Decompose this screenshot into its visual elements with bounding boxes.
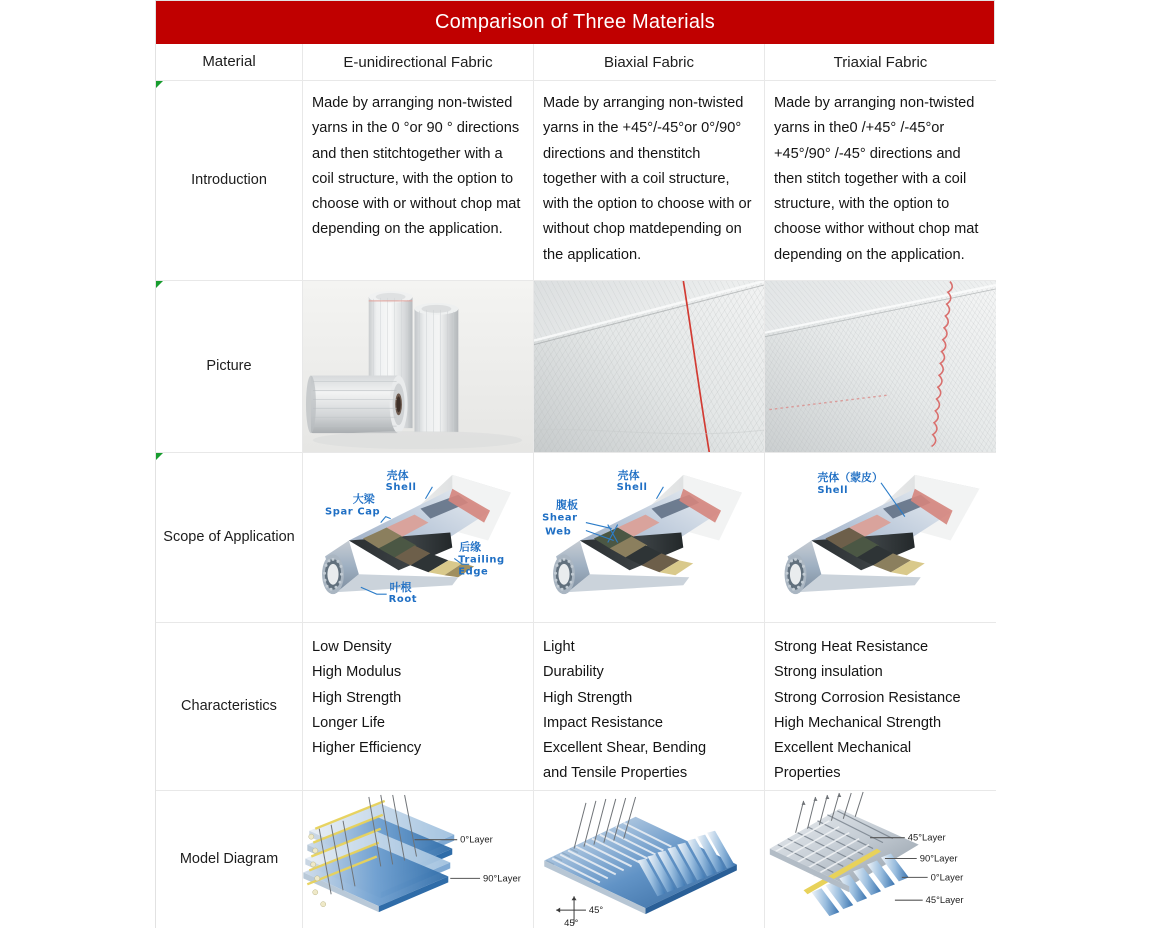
characteristic-item: Durability	[543, 664, 604, 681]
column-header-label: Triaxial Fabric	[833, 53, 928, 71]
page-title: Comparison of Three Materials	[435, 11, 715, 33]
column-header-label: Biaxial Fabric	[603, 53, 695, 71]
table-header-row	[156, 44, 994, 81]
scope-callout-shell-en: Shell	[817, 484, 849, 496]
row-label-scope	[156, 453, 303, 623]
comparison-table	[155, 0, 995, 928]
column-header-triaxial	[765, 44, 996, 81]
model-cell-biaxial	[534, 791, 765, 928]
row-label-picture	[156, 281, 303, 453]
characteristics-cell-e-unidirectional	[303, 623, 534, 791]
scope-cell-triaxial	[765, 453, 996, 623]
model-label-0-layer: 0°Layer	[460, 833, 493, 845]
characteristics-cell-biaxial	[534, 623, 765, 791]
table-row-scope	[156, 453, 994, 623]
characteristic-item: High Mechanical Strength	[774, 714, 942, 731]
table-row-model-diagram	[156, 791, 994, 928]
scope-callout-trailing-en: Trailing	[458, 554, 505, 566]
triaxial-fabric-illustration	[765, 281, 996, 452]
scope-callout-shell-en: Shell	[385, 481, 417, 493]
model-label-0-layer: 0°Layer	[930, 871, 964, 883]
triaxial-stitched-layers-diagram	[765, 791, 996, 928]
characteristics-cell-triaxial	[765, 623, 996, 791]
characteristic-item: High Modulus	[312, 664, 402, 681]
scope-callout-root-cn: 叶根	[389, 581, 412, 595]
table-row-picture	[156, 281, 994, 453]
characteristic-item: Impact Resistance	[543, 714, 664, 731]
table-row-introduction	[156, 81, 994, 281]
characteristic-item: Properties	[774, 765, 841, 782]
photo-biaxial-fabric-closeup	[534, 281, 764, 452]
table-row-characteristics	[156, 623, 994, 791]
characteristic-item: Strong Heat Resistance	[774, 639, 929, 655]
characteristic-item: Higher Efficiency	[312, 740, 422, 757]
scope-callout-shell-cn: 壳体	[617, 468, 640, 482]
row-label-text: Scope of Application	[163, 528, 295, 545]
characteristic-item: and Tensile Properties	[543, 765, 688, 782]
model-cell-e-unidirectional	[303, 791, 534, 928]
scope-cell-e-unidirectional	[303, 453, 534, 623]
scope-callout-shell-cn: 壳体（蒙皮）	[817, 470, 883, 484]
characteristic-item: High Strength	[312, 689, 402, 706]
scope-callout-shell-cn: 壳体	[386, 468, 409, 482]
scope-callout-shearweb-cn: 腹板	[556, 498, 578, 512]
comment-flag-icon	[156, 81, 163, 88]
row-label-model-diagram	[156, 791, 303, 928]
intro-cell-biaxial: Made by arranging non-twisted yarns in the +45°/-45°or 0°/90° directions and thenstitch together with a coil structure, with the option to choose with or without chop matdepending on the application.	[534, 81, 765, 281]
characteristic-item: Light	[543, 639, 575, 655]
photo-triaxial-fabric-closeup	[765, 281, 996, 452]
characteristic-item: Excellent Mechanical	[774, 740, 912, 757]
row-label-text: Introduction	[191, 171, 267, 188]
model-label-90-layer: 90°Layer	[919, 852, 958, 864]
model-label-45-layer-top: 45°Layer	[907, 831, 946, 843]
intro-cell-e-unidirectional: Made by arranging non-twisted yarns in the 0 °or 90 ° directions and then stitchtogether with a coil structure, with the option to choose with or without chop mat depending on the application.	[303, 81, 534, 281]
comment-flag-icon	[156, 453, 163, 460]
characteristic-item: High Strength	[543, 689, 633, 706]
comment-flag-icon	[156, 281, 163, 288]
row-label-characteristics	[156, 623, 303, 791]
column-header-e-unidirectional	[303, 44, 534, 81]
scope-callout-sparcap-cn: 大梁	[352, 492, 375, 506]
characteristic-item: Low Density	[312, 639, 392, 655]
scope-callout-trailing-en2: Edge	[458, 566, 489, 578]
photo-fabric-rolls	[303, 281, 533, 452]
scope-cell-biaxial	[534, 453, 765, 623]
row-label-text: Characteristics	[181, 697, 277, 714]
intro-cell-triaxial: Made by arranging non-twisted yarns in the0 /+45° /-45°or +45°/90° /-45° directions and then stitch together with a coil structure, with the option to choose withor without chop mat depending on the application.	[765, 81, 996, 281]
scope-callout-trailing-cn: 后缘	[459, 540, 482, 554]
scope-callout-root-en: Root	[388, 594, 418, 606]
column-header-material	[156, 44, 303, 81]
biaxial-fabric-illustration	[534, 281, 764, 452]
characteristic-item: Longer Life	[312, 714, 386, 731]
column-header-label: Material	[202, 52, 256, 70]
characteristic-item: Strong insulation	[774, 664, 883, 681]
picture-cell-triaxial	[765, 281, 996, 453]
characteristic-item: Excellent Shear, Bending	[543, 740, 707, 757]
row-label-text: Picture	[206, 357, 252, 374]
picture-cell-e-unidirectional	[303, 281, 534, 453]
scope-callout-shell-en: Shell	[616, 481, 648, 493]
scope-callout-shearweb-en2: Web	[545, 526, 572, 538]
table-title-bar	[156, 1, 994, 44]
wind-turbine-blade-cutaway-1	[303, 453, 533, 622]
scope-callout-shearweb-en: Shear	[542, 512, 578, 524]
model-cell-triaxial	[765, 791, 996, 928]
model-label-angle-bottom: 45°	[564, 917, 579, 928]
column-header-label: E-unidirectional Fabric	[343, 53, 493, 71]
model-label-45-layer-bottom: 45°Layer	[925, 894, 964, 906]
model-label-angle-right: 45°	[588, 904, 604, 916]
characteristic-item: Strong Corrosion Resistance	[774, 689, 961, 706]
wind-turbine-blade-cutaway-3	[765, 453, 996, 622]
biaxial-stitched-layers-diagram	[534, 791, 764, 928]
scope-callout-sparcap-en: Spar Cap	[325, 506, 381, 518]
row-label-text: Model Diagram	[179, 850, 279, 867]
picture-cell-biaxial	[534, 281, 765, 453]
fabric-rolls-illustration	[303, 281, 533, 452]
wind-turbine-blade-cutaway-2	[534, 453, 764, 622]
unidirectional-stitched-layers-diagram	[303, 791, 533, 928]
model-label-90-layer: 90°Layer	[483, 872, 521, 884]
row-label-introduction	[156, 81, 303, 281]
column-header-biaxial	[534, 44, 765, 81]
